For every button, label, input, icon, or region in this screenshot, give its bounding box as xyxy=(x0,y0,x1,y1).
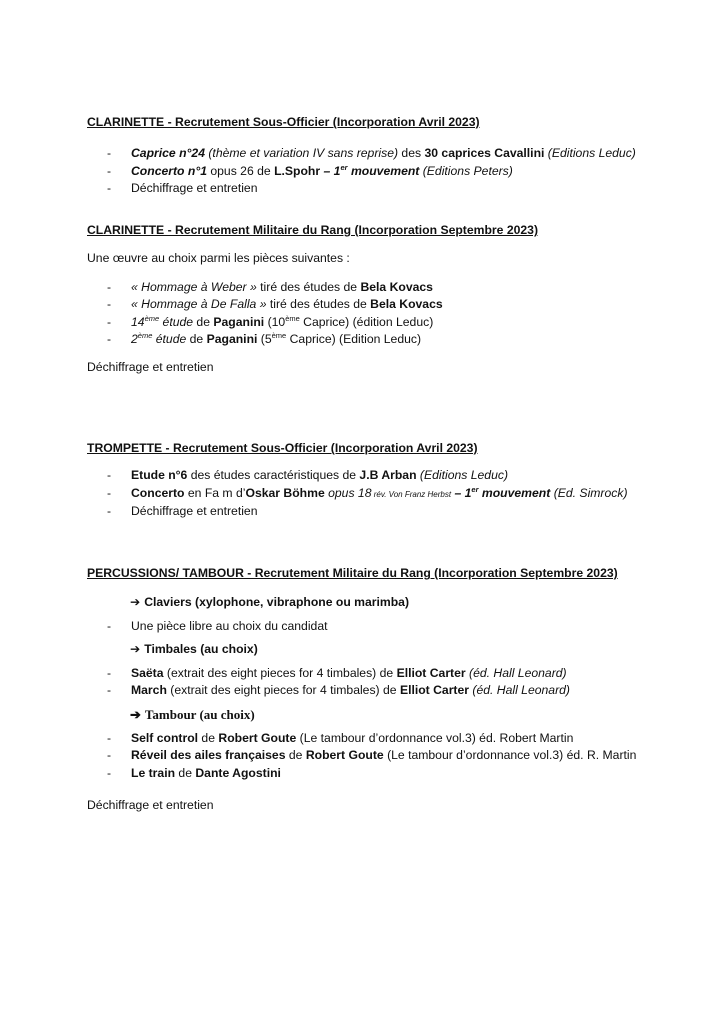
publisher: (Le tambour d’ordonnance vol.3) éd. R. Martin xyxy=(383,748,637,763)
list-item xyxy=(87,314,688,331)
composer: Paganini xyxy=(213,314,265,329)
revision-note: rév. Von Franz Herbst xyxy=(371,489,452,499)
section-heading: PERCUSSIONS/ TAMBOUR - Recrutement Militaire du Rang (Incorporation Septembre 2023) xyxy=(87,566,618,580)
dash-bullet: - xyxy=(107,332,112,347)
composer: Bela Kovacs xyxy=(360,279,433,294)
piece-list xyxy=(87,467,688,520)
piece-detail: (thème et variation IV sans reprise) xyxy=(204,146,399,161)
list-item xyxy=(87,665,688,682)
publisher: (éd. Hall Leonard) xyxy=(469,683,570,698)
composer: Elliot Carter xyxy=(396,665,466,680)
movement: mouvement xyxy=(478,485,551,500)
movement: – 1 xyxy=(451,485,472,500)
piece-list xyxy=(87,279,688,349)
subheading-text: Tambour (au choix) xyxy=(144,707,255,723)
outro-text: Déchiffrage et entretien xyxy=(87,360,214,375)
composer: Elliot Carter xyxy=(399,683,470,698)
composer: 30 caprices Cavallini xyxy=(424,146,545,161)
dash-bullet: - xyxy=(107,279,112,294)
text: de xyxy=(175,765,196,780)
text: de xyxy=(285,748,306,763)
piece-title: Réveil des ailes françaises xyxy=(131,748,286,763)
text: Déchiffrage et entretien xyxy=(131,181,258,196)
piece-title: Saëta xyxy=(131,665,164,680)
text: Caprice) (Edition Leduc) xyxy=(286,332,422,347)
piece-title: étude xyxy=(159,314,194,329)
subheading-text: Claviers (xylophone, vibraphone ou marimba) xyxy=(144,595,410,610)
piece-title: 2 xyxy=(131,332,138,347)
text: opus 26 de xyxy=(206,163,275,178)
dash-bullet: - xyxy=(107,146,112,161)
superscript: ème xyxy=(285,313,300,323)
superscript: er xyxy=(471,484,479,494)
publisher: (Editions Leduc) xyxy=(544,146,636,161)
publisher: (Editions Leduc) xyxy=(416,468,509,483)
publisher: (Ed. Simrock) xyxy=(550,485,628,500)
list-item xyxy=(87,503,688,520)
subheading-tambour xyxy=(87,706,688,723)
piece-list xyxy=(87,730,688,782)
section-heading: CLARINETTE - Recrutement Militaire du Rang (Incorporation Septembre 2023) xyxy=(87,223,539,237)
outro-text: Déchiffrage et entretien xyxy=(87,798,214,813)
list-item xyxy=(87,279,688,296)
text: (5 xyxy=(257,332,272,347)
piece-title: 14 xyxy=(131,314,145,329)
list-item xyxy=(87,747,688,764)
section-trompette xyxy=(87,440,688,521)
composer: Dante Agostini xyxy=(195,765,281,780)
section-heading: TROMPETTE - Recrutement Sous-Officier (Incorporation Avril 2023) xyxy=(87,441,478,455)
dash-bullet: - xyxy=(107,504,112,519)
dash-bullet: - xyxy=(107,297,112,312)
arrow-right-icon: ➔ xyxy=(130,595,141,610)
piece-list xyxy=(87,145,688,197)
text: Une pièce libre au choix du candidat xyxy=(131,618,328,633)
composer: L.Spohr xyxy=(274,163,321,178)
subheading-text: Timbales (au choix) xyxy=(144,642,258,657)
superscript: ème xyxy=(137,330,153,340)
list-item xyxy=(87,618,688,635)
composer: Paganini xyxy=(206,332,258,347)
dash-bullet: - xyxy=(107,683,112,698)
dash-bullet: - xyxy=(107,665,112,680)
text: (10 xyxy=(264,314,286,329)
list-item xyxy=(87,765,688,782)
text: (extrait des eight pieces for 4 timbales) de xyxy=(163,665,397,680)
composer: Robert Goute xyxy=(218,730,297,745)
section-clarinette-militaire-du-rang xyxy=(87,222,688,377)
text: Caprice) (édition Leduc) xyxy=(299,314,434,329)
arrow-right-icon: ➔ xyxy=(130,707,141,723)
list-item xyxy=(87,296,688,313)
composer: Oskar Böhme xyxy=(245,485,325,500)
piece-title: Concerto n°1 xyxy=(131,163,207,178)
dash-bullet: - xyxy=(107,765,112,780)
dash-bullet: - xyxy=(107,163,112,178)
piece-title: Concerto xyxy=(131,485,185,500)
piece-title: « Hommage à De Falla » xyxy=(131,297,267,312)
arrow-right-icon: ➔ xyxy=(130,642,141,657)
superscript: ème xyxy=(144,313,160,323)
text: de xyxy=(193,314,214,329)
list-item xyxy=(87,163,688,180)
publisher: (éd. Hall Leonard) xyxy=(465,665,567,680)
piece-title: étude xyxy=(152,332,187,347)
subheading-timbales xyxy=(87,641,688,658)
text: de xyxy=(198,730,219,745)
piece-title: March xyxy=(131,683,167,698)
text: en Fa m d’ xyxy=(184,485,246,500)
movement: – 1 xyxy=(320,163,341,178)
composer: Robert Goute xyxy=(305,748,384,763)
dash-bullet: - xyxy=(107,618,112,633)
list-item xyxy=(87,180,688,197)
section-percussions-tambour xyxy=(87,565,688,814)
section-heading: CLARINETTE - Recrutement Sous-Officier (Incorporation Avril 2023) xyxy=(87,115,480,129)
dash-bullet: - xyxy=(107,314,112,329)
piece-title: « Hommage à Weber » xyxy=(131,279,257,294)
superscript: er xyxy=(340,162,348,172)
piece-title: Caprice n°24 xyxy=(131,146,205,161)
list-item xyxy=(87,467,688,484)
publisher: (Le tambour d’ordonnance vol.3) éd. Robert Martin xyxy=(296,730,574,745)
piece-title: Le train xyxy=(131,765,176,780)
text: Déchiffrage et entretien xyxy=(131,504,258,519)
list-item xyxy=(87,331,688,348)
piece-list xyxy=(87,665,688,700)
text: des études caractéristiques de xyxy=(187,468,360,483)
composer: Bela Kovacs xyxy=(370,297,443,312)
text: des xyxy=(398,146,425,161)
text: (extrait des eight pieces for 4 timbales) de xyxy=(166,683,400,698)
dash-bullet: - xyxy=(107,748,112,763)
text: de xyxy=(186,332,207,347)
dash-bullet: - xyxy=(107,730,112,745)
subheading-claviers xyxy=(87,594,688,611)
list-item xyxy=(87,682,688,699)
dash-bullet: - xyxy=(107,181,112,196)
superscript: ème xyxy=(271,330,287,340)
opus: opus 18 xyxy=(324,485,372,500)
publisher: (Editions Peters) xyxy=(419,163,513,178)
piece-list xyxy=(87,618,688,635)
movement: mouvement xyxy=(347,163,420,178)
composer: J.B Arban xyxy=(359,468,417,483)
dash-bullet: - xyxy=(107,485,112,500)
dash-bullet: - xyxy=(107,468,112,483)
list-item xyxy=(87,485,688,503)
list-item xyxy=(87,730,688,747)
text: tiré des études de xyxy=(256,279,361,294)
list-item xyxy=(87,145,688,162)
intro-text: Une œuvre au choix parmi les pièces suivantes : xyxy=(87,251,350,266)
piece-title: Etude n°6 xyxy=(131,468,188,483)
text: tiré des études de xyxy=(266,297,371,312)
section-clarinette-sous-officier xyxy=(87,114,688,198)
piece-title: Self control xyxy=(131,730,199,745)
